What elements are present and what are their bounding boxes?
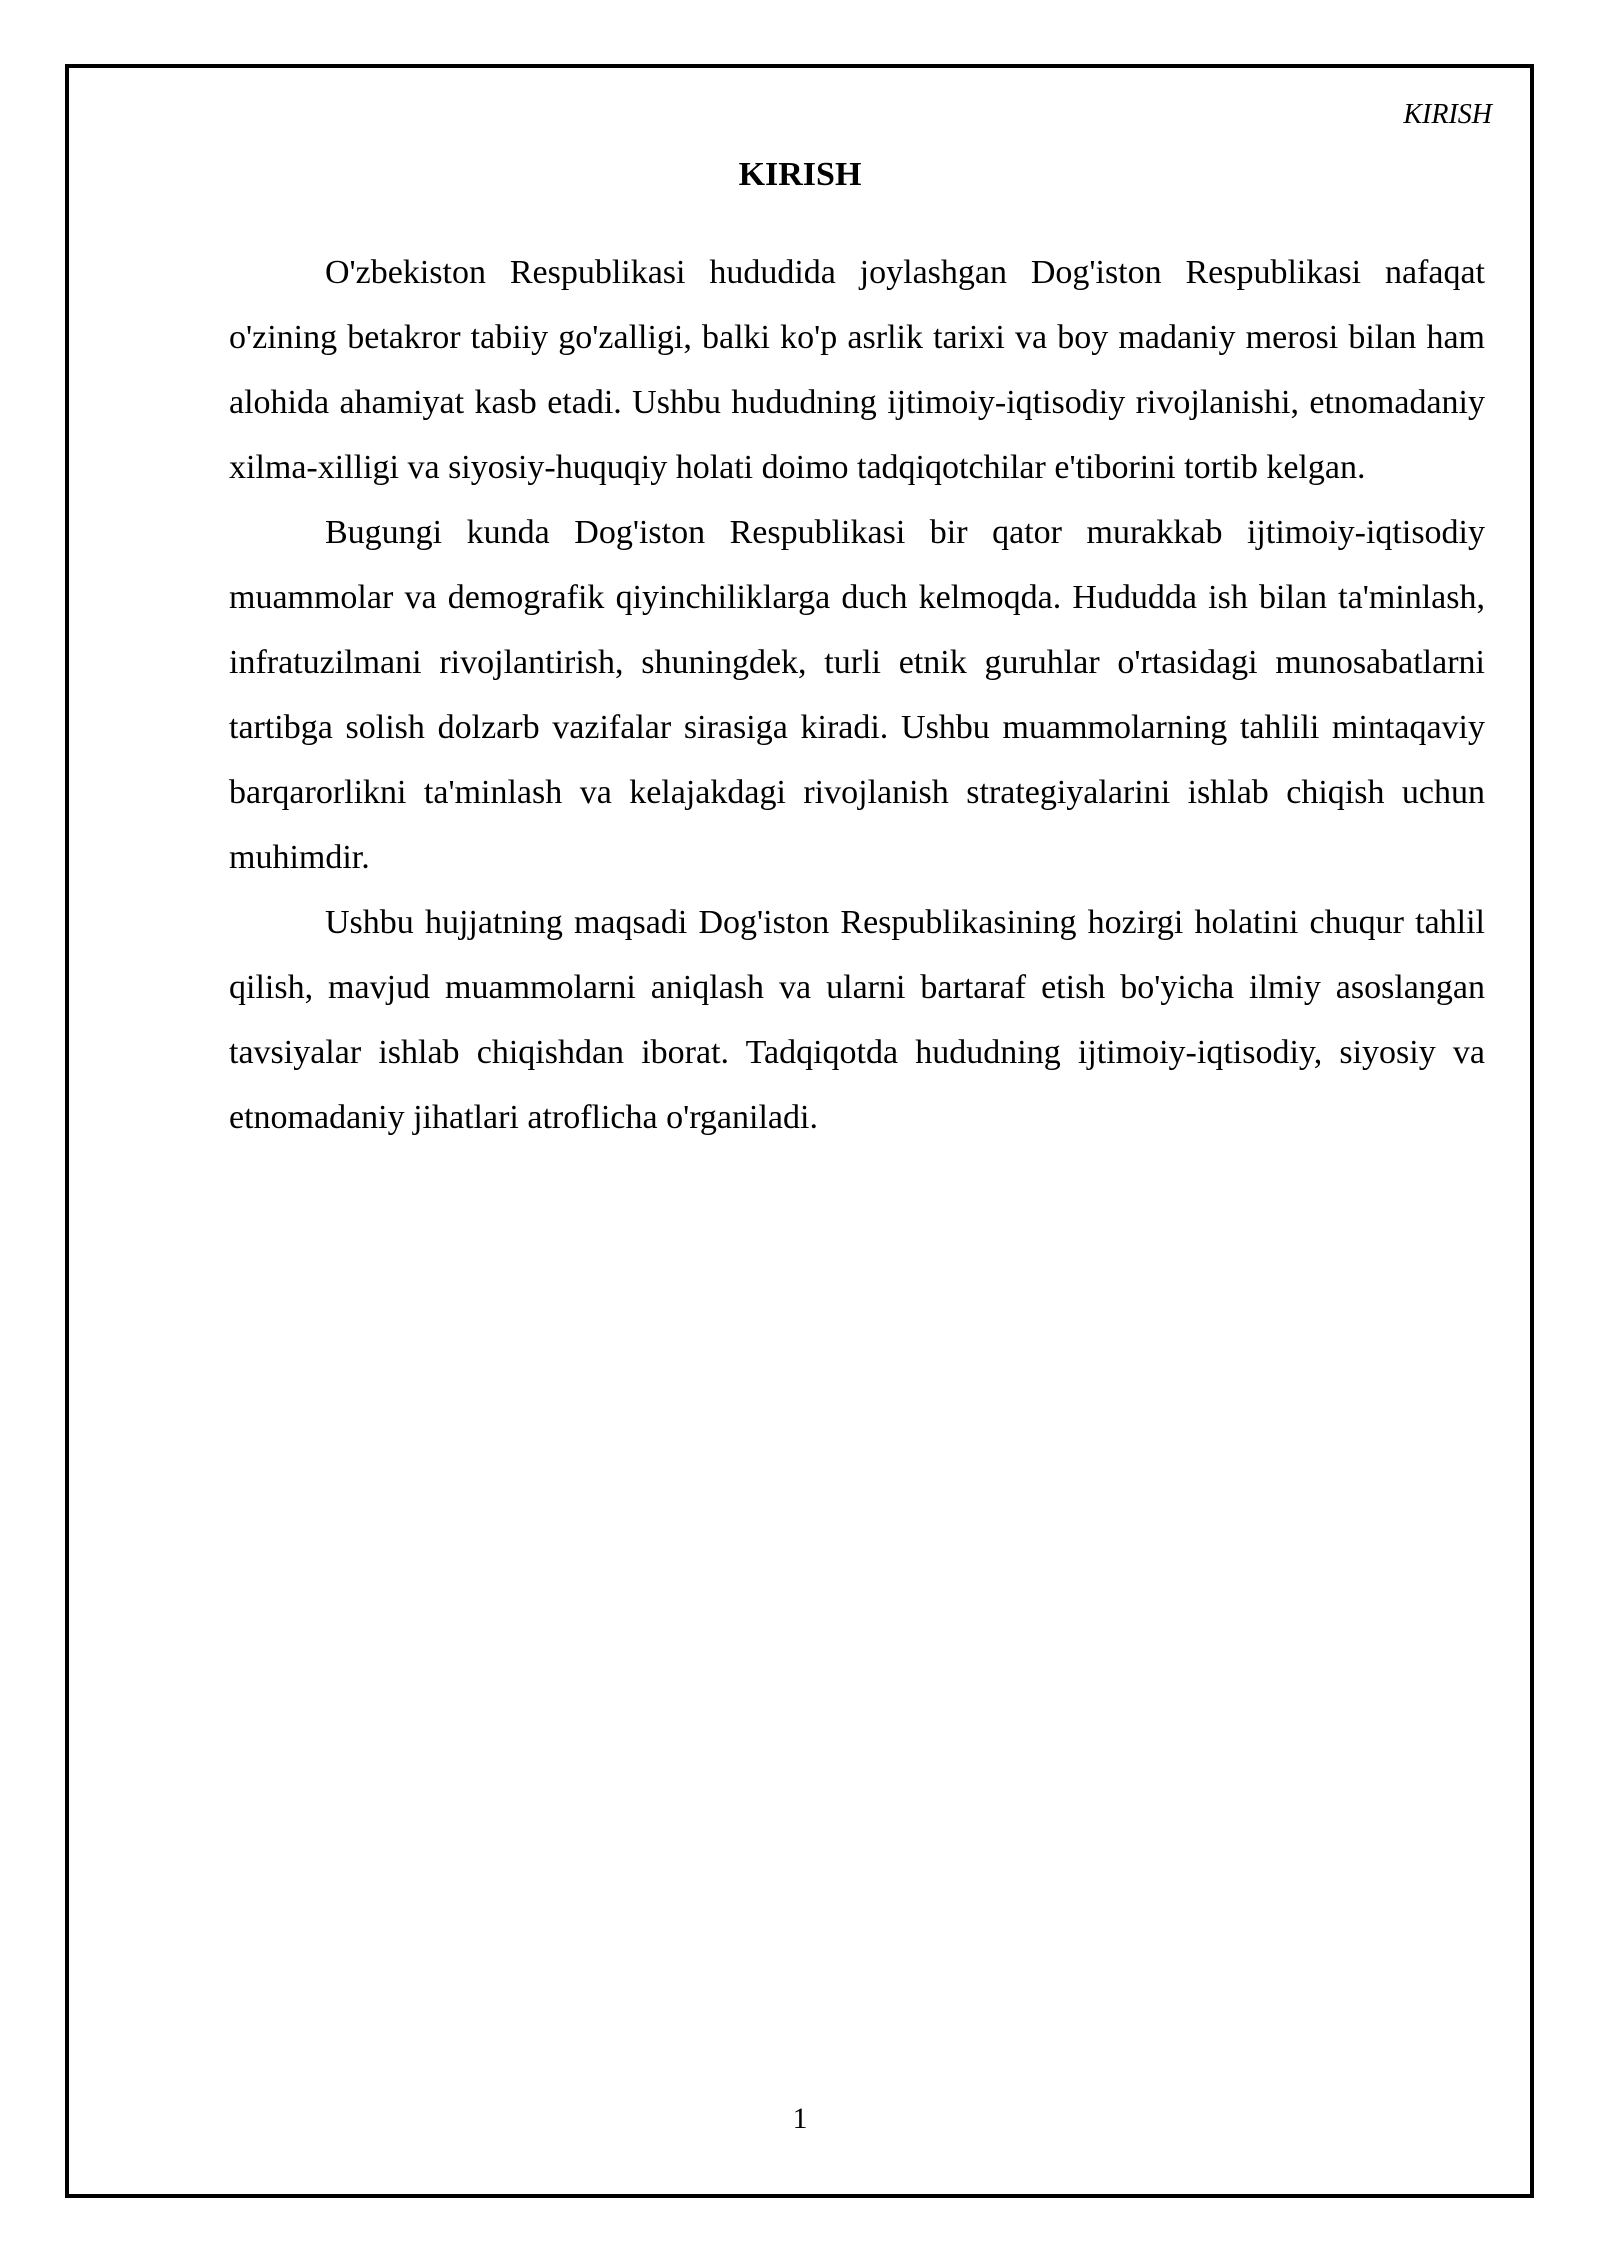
page-title: KIRISH [738,156,862,193]
page-number: 1 [792,2102,808,2135]
running-header: KIRISH [1403,99,1492,130]
body-text [229,240,1485,1150]
paragraph: O'zbekiston Respublikasi hududida joylashgan Dog'iston Respublikasi nafaqat o'zining betakror tabiiy go'zalligi, balki ko'p asrlik tarixi va boy madaniy merosi bilan ham alohida ahamiyat kasb etadi. Ushbu hududning ijtimoiy-iqtisodiy rivojlanishi, etnomadaniy xilma-xilligi va siyosiy-huquqiy holati doimo tadqiqotchilar e'tiborini tortib kelgan. [229,254,1485,486]
paragraph: Ushbu hujjatning maqsadi Dog'iston Respublikasining hozirgi holatini chuqur tahlil qilish, mavjud muammolarni aniqlash va ularni bartaraf etish bo'yicha ilmiy asoslangan tavsiyalar ishlab chiqishdan iborat. Tadqiqotda hududning ijtimoiy-iqtisodiy, siyosiy va etnomadaniy jihatlari atroflicha o'rganiladi. [229,904,1485,1136]
paragraph: Bugungi kunda Dog'iston Respublikasi bir qator murakkab ijtimoiy-iqtisodiy muammolar va demografik qiyinchiliklarga duch kelmoqda. Hududda ish bilan ta'minlash, infratuzilmani rivojlantirish, shuningdek, turli etnik guruhlar o'rtasidagi munosabatlarni tartibga solish dolzarb vazifalar sirasiga kiradi. Ushbu muammolarning tahlili mintaqaviy barqarorlikni ta'minlash va kelajakdagi rivojlanish strategiyalarini ishlab chiqish uchun muhimdir. [229,514,1485,876]
